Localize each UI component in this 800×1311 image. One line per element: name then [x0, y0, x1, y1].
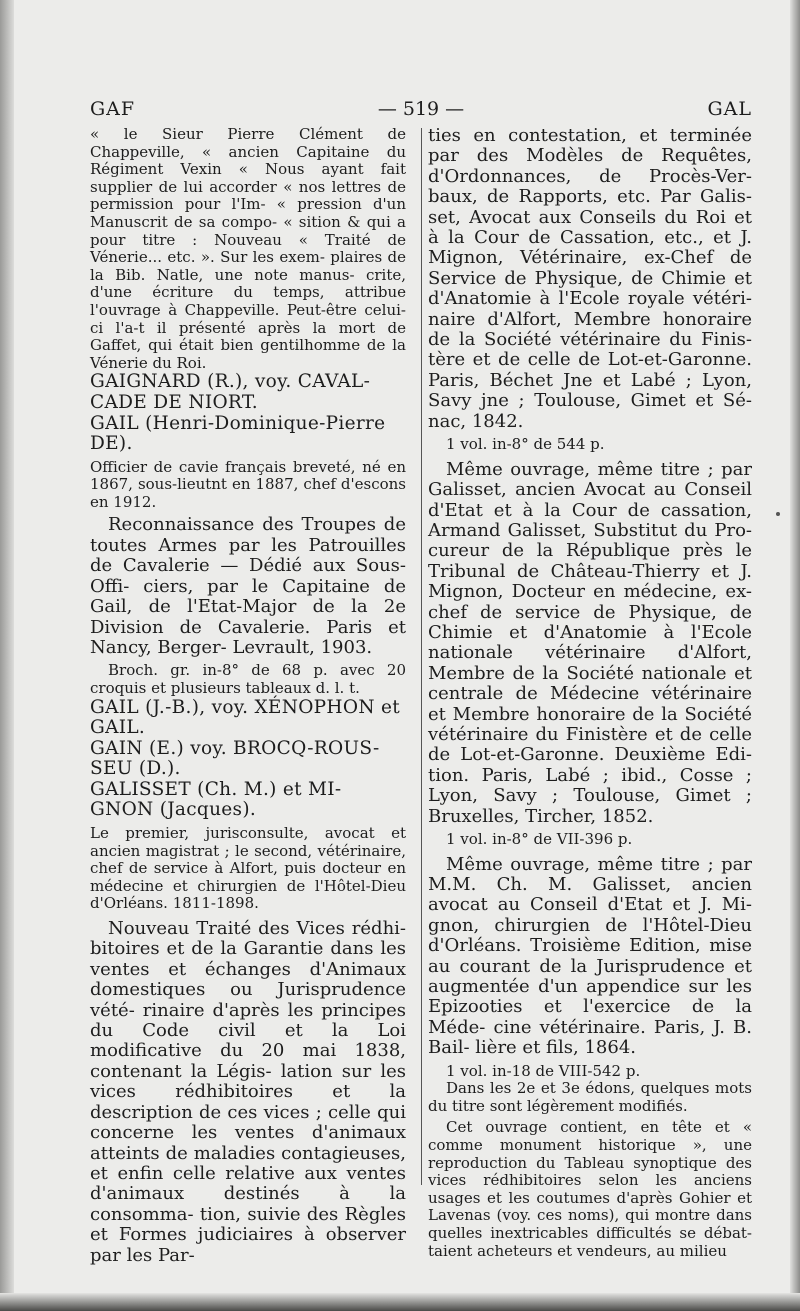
entry-gain: GAIN (E.) voy. BROCQ-ROUS- SEU (D.).: [90, 737, 380, 780]
title-variation-note: Dans les 2e et 3e édons, quelques mots du titre sont légèrement modifiés.: [428, 1079, 752, 1115]
running-header: [90, 98, 752, 126]
page-edge-left: [0, 0, 14, 1311]
galisset-biography: Le premier, jurisconsulte, avocat et ancien magistrat ; le second, vétérinaire, chef de service à Alfort, puis docteur en médecine et chirurgien de l'Hôtel-Dieu d'Orléans. 1811-1898.: [90, 824, 406, 913]
gail-hd-description: Broch. gr. in-8° de 68 p. avec 20 croquis et plusieurs tableaux d. l. t.: [90, 661, 406, 697]
page-edge-bottom: [0, 1293, 800, 1311]
first-edition-description: 1 vol. in-8° de 544 p.: [446, 435, 605, 454]
entry-galisset: GALISSET (Ch. M.) et MI- GNON (Jacques).: [90, 778, 342, 821]
gail-hd-work: Reconnaissance des Troupes de toutes Armes par les Patrouilles de Cavalerie — Dédié aux Sous-Offi- ciers, par le Capitaine de Gail, de l'Etat-Major de la 2e Division de Cavalerie. Paris et Nancy, Berger- Levrault, 1903.: [90, 514, 406, 658]
gaffet-quote-text: « le Sieur Pierre Clément de Chappeville, « ancien Capitaine du Régiment Vexin « Nous ayant fait supplier de lui accorder « nos lettres de permission pour l'Im- « pression d'un Manuscrit de sa compo- « sition & qui a pour titre : Nouveau « Traité de Vénerie... etc. ». Sur les exem- plaires de la Bib. Natle, une note manus- crite, d'une écriture du temps, attribue l'ouvrage à Chappeville. Peut-être celui- ci l'a-t il présenté après la mort de Gaffet, qui était bien gentilhomme de la Vénerie du Roi.: [90, 125, 406, 372]
second-edition-description: 1 vol. in-8° de VII-396 p.: [446, 830, 633, 848]
entry-gail-jb: GAIL (J.-B.), voy. XÉNOPHON et GAIL.: [90, 696, 400, 739]
third-edition: Même ouvrage, même titre ; par M.M. Ch. M. Galisset, ancien avocat au Conseil d'Etat et J. Mi- gnon, chirurgien de l'Hôtel-Dieu d'Orléans. Troisième Edition, mise au courant de la Jurisprudence et augmentée d'un appendice sur les Epizooties et l'exercice de la Méde- cine vétérinaire. Paris, J. B. Bail- lière et fils, 1864.: [428, 853, 752, 1059]
page-number: — 519 —: [377, 98, 465, 120]
second-edition: Même ouvrage, même titre ; par Galisset, ancien Avocat au Conseil d'Etat et à la Cour de cassation, Armand Galisset, Substitut du Pro- cureur de la République près le Tribunal de Château-Thierry et J. Mignon, Docteur en médecine, ex-chef de service de Physique, de Chimie et d'Anatomie à l'Ecole nationale vétérinaire d'Alfort, Membre de la Société nationale et centrale de Médecine vétérinaire et Membre honoraire de la Société vétérinaire du Finistère et de celle de Lot-et-Garonne. Deuxième Edi- tion. Paris, Labé ; ibid., Cosse ; Lyon, Savy ; Toulouse, Gimet ; Bruxelles, Tircher, 1852.: [428, 458, 752, 827]
header-right: GAL: [707, 98, 752, 120]
historical-table-note: Cet ouvrage contient, en tête et « comme monument historique », une reproduction du Tableau synoptique des vices rédhibitoires selon les anciens usages et les coutumes d'après Gohier et Lavenas (voy. ces noms), qui montre dans quelles inextricables difficultés se débat- taient acheteurs et vendeurs, au milieu: [428, 1118, 752, 1260]
galisset-work-title: Nouveau Traité des Vices rédhi- bitoires et de la Garantie dans les ventes et échanges d'Animaux domestiques ou Jurisprudence vété- rinaire d'après les principes du Code civil et la Loi modificative du 20 mai 1838, contenant la Légis- lation sur les vices rédhibitoires et la description de ces vices ; celle qui concerne les ventes d'animaux atteints de maladies contagieuses, et enfin celle relative aux ventes d'animaux destinés à la consomma- tion, suivie des Règles et Formes judiciaires à observer par les Par-: [90, 918, 406, 1266]
gail-hd-biography: Officier de cavie français breveté, né en 1867, sous-lieutnt en 1887, chef d'escons en 1912.: [90, 457, 406, 511]
third-edition-description: 1 vol. in-18 de VIII-542 p.: [446, 1061, 641, 1080]
left-column: [90, 126, 406, 1266]
column-rule: [421, 128, 422, 1185]
entry-gaignard: GAIGNARD (R.), voy. CAVAL- CADE DE NIORT.: [90, 371, 371, 413]
page-edge-right: [790, 0, 800, 1311]
right-column: [428, 126, 752, 1260]
entry-gail-hd: GAIL (Henri-Dominique-Pierre DE).: [90, 412, 386, 455]
galisset-work-continued: ties en contestation, et terminée par des Modèles de Requêtes, d'Ordonnances, de Procès-Ver- baux, de Rapports, etc. Par Galis- set, Avocat aux Conseils du Roi et à la Cour de Cassation, etc., et J. Mignon, Vétérinaire, ex-Chef de Service de Physique, de Chimie et d'Anatomie à l'Ecole royale vétéri- naire d'Alfort, Membre honoraire de la Société vétérinaire du Finis- tère et de celle de Lot-et-Garonne. Paris, Béchet Jne et Labé ; Lyon, Savy jne ; Toulouse, Gimet et Sé- nac, 1842.: [428, 125, 752, 432]
ink-speck: [776, 512, 780, 516]
header-left: GAF: [90, 98, 136, 120]
